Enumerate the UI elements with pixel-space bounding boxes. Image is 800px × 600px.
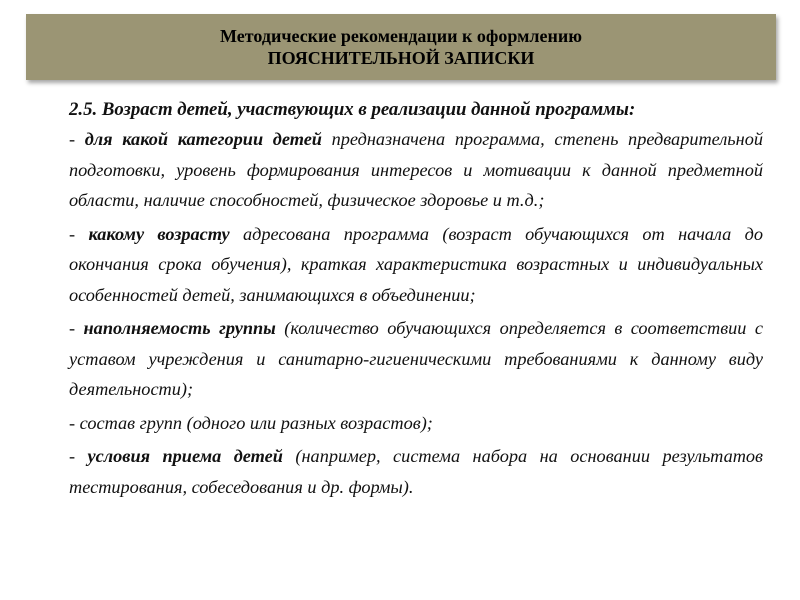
list-item-age	[69, 219, 763, 311]
item-prefix: -	[69, 223, 89, 244]
item-keyword: какому возрасту	[88, 223, 230, 244]
title-line-1: Методические рекомендации к оформлению	[220, 26, 582, 46]
list-item-group-size	[69, 313, 763, 405]
title-line-2: ПОЯСНИТЕЛЬНОЙ ЗАПИСКИ	[267, 48, 535, 68]
item-text: адресована программа (возраст обучающихся от начала до окончания срока обучения), краткая характеристика возрастных и индивидуальных особенностей детей, занимающихся в объединении;	[69, 223, 763, 305]
list-item-admission	[69, 441, 763, 502]
list-item-group-composition	[69, 408, 763, 439]
item-prefix: -	[69, 446, 88, 466]
item-keyword: условия приема детей	[87, 446, 283, 466]
item-text: - состав групп (одного или разных возрастов);	[69, 412, 433, 433]
item-text: предназначена программа, степень предварительной подготовки, уровень формирования интересов и мотивации к данной предметной области, наличие способностей, физическое здоровье и т.д.;	[69, 129, 763, 210]
content-body	[69, 96, 763, 505]
item-keyword: наполняемость группы	[83, 318, 276, 338]
item-prefix: -	[69, 318, 84, 338]
item-text: (количество обучающихся определяется в соответствии с уставом учреждения и санитарно-гигиеническими требованиями к данному виду деятельности);	[69, 318, 763, 399]
item-prefix: -	[69, 129, 85, 149]
list-item-category	[69, 124, 763, 216]
item-keyword: для какой категории детей	[84, 129, 322, 149]
item-text: (например, система набора на основании результатов тестирования, собеседования и др. формы).	[69, 446, 763, 497]
section-heading: 2.5. Возраст детей, участвующих в реализации данной программы:	[69, 99, 636, 120]
title-banner	[26, 14, 776, 80]
